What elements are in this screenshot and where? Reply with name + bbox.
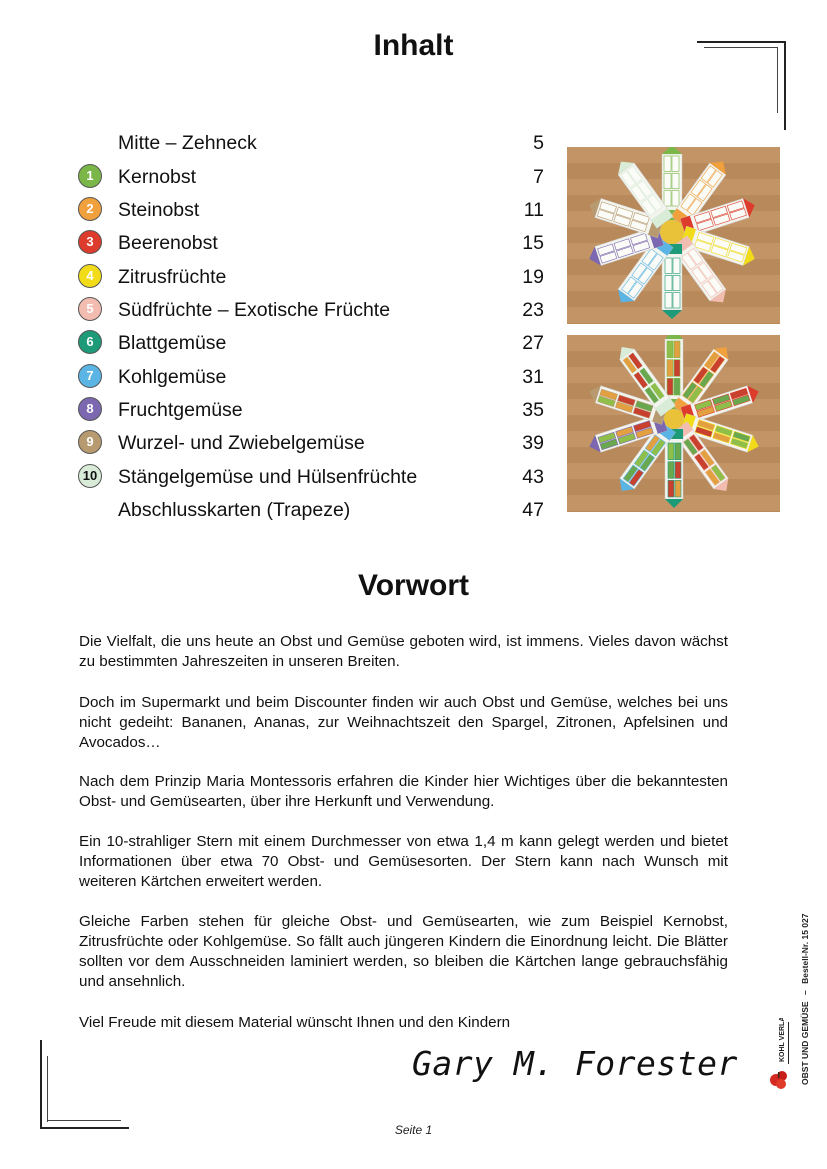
toc-row[interactable] [78,462,544,492]
kohl-verlag-logo-icon [767,1018,795,1092]
star-image-picture-cards [567,335,780,512]
toc-label: Kohlgemüse [118,366,227,388]
toc-row[interactable] [78,395,544,425]
foreword-heading: Vorwort [357,569,470,602]
toc-label: Zitrusfrüchte [118,266,227,288]
corner-bracket-bottom-left [40,1040,42,1129]
toc-page: 19 [522,266,544,288]
foreword-paragraph: Die Vielfalt, die uns heute an Obst und Gemüse geboten wird, ist immens. Vieles davon wächst zu bestimmten Jahreszeiten in unseren Breiten. [79,633,728,670]
page-number: Seite 1 [394,1123,433,1137]
toc-label: Mitte – Zehneck [118,132,257,154]
toc-page: 5 [533,132,544,154]
toc-page: 7 [533,166,544,188]
chapter-badge: 2 [78,197,102,221]
star-center [660,220,684,244]
chapter-badge: 6 [78,330,102,354]
foreword-paragraph: Doch im Supermarkt und beim Discounter finden wir auch Obst und Gemüse, welches bei uns nicht gedeiht: Bananen, Ananas, zur Weihnachtszeit den Spargel, Zitronen, Apfelsinen und Avocados… [79,694,728,751]
author-signature: Gary M. Forester [412,1044,738,1083]
toc-page: 27 [522,332,544,354]
toc-row[interactable] [78,495,544,525]
star-center [664,409,684,429]
toc-label: Wurzel- und Zwiebelgemüse [118,432,365,454]
star-photo-cards [567,147,780,324]
series-title: OBST UND GEMÜSE [800,1001,810,1085]
toc-label: Kernobst [118,166,197,188]
foreword-paragraph: Viel Freude mit diesem Material wünscht Ihnen und den Kindern [79,1014,511,1031]
toc-page: 31 [522,366,544,388]
contents-heading: Inhalt [373,29,454,62]
toc-page: 47 [522,499,544,521]
foreword-paragraph: Ein 10-strahliger Stern mit einem Durchmesser von etwa 1,4 m kann gelegt werden und bietet Informationen über etwa 70 Obst- und Gemüsesorten. Der Stern kann nach Wunsch mit weiteren Kärtchen erweitert werden. [79,833,728,890]
toc-page: 23 [522,299,544,321]
toc-row[interactable] [78,162,544,192]
chapter-badge: 5 [78,297,102,321]
toc-label: Blattgemüse [118,332,227,354]
order-number: Bestell-Nr. 15 027 [800,913,810,984]
toc-row[interactable] [78,328,544,358]
toc-page: 39 [522,432,544,454]
toc-label: Abschlusskarten (Trapeze) [118,499,351,521]
chapter-badge: 1 [78,164,102,188]
foreword-paragraph: Gleiche Farben stehen für gleiche Obst- und Gemüsearten, wie zum Beispiel Kernobst, Zitrusfrüchte oder Kohlgemüse. So fällt auch jüngeren Kindern die Einordnung leicht. Die Blätter sollten vor dem Ausschneiden laminiert werden, so bleiben die Kärtchen lange gebrauchsfähig und ansehnlich. [79,913,728,990]
star-photo-pictures [567,335,780,512]
floor-board [567,323,780,324]
toc-page: 15 [522,232,544,254]
toc-row[interactable] [78,362,544,392]
toc-row[interactable] [78,195,544,225]
star-image-blank-cards [567,147,780,324]
toc-row[interactable] [78,228,544,258]
chapter-badge: 7 [78,364,102,388]
chapter-badge: 3 [78,230,102,254]
toc-page: 11 [523,199,544,221]
chapter-badge: 8 [78,397,102,421]
side-imprint [800,910,810,1085]
toc-row[interactable] [78,295,544,325]
toc-row[interactable] [78,128,544,158]
toc-label: Beerenobst [118,232,218,254]
toc-page: 43 [522,466,544,488]
corner-bracket-bottom-left-horizontal-inner [47,1120,121,1121]
toc-label: Fruchtgemüse [118,399,243,421]
corner-bracket-bottom-left-inner [47,1056,48,1122]
svg-text:KOHL VERLAG: KOHL VERLAG [779,1018,786,1062]
toc-page: 35 [522,399,544,421]
toc-label: Steinobst [118,199,200,221]
toc-label: Südfrüchte – Exotische Früchte [118,299,391,321]
chapter-badge: 10 [78,464,102,488]
imprint-separator: – [800,990,810,996]
publisher-logo [767,1018,795,1092]
foreword-paragraph: Nach dem Prinzip Maria Montessoris erfahren die Kinder hier Wichtiges über die bekanntesten Obst- und Gemüsearten, über ihre Herkunft und Verwendung. [79,773,728,810]
toc-label: Stängelgemüse und Hülsenfrüchte [118,466,418,488]
chapter-badge: 9 [78,430,102,454]
toc-row[interactable] [78,262,544,292]
toc-row[interactable] [78,428,544,458]
floor-board [567,511,780,512]
chapter-badge: 4 [78,264,102,288]
